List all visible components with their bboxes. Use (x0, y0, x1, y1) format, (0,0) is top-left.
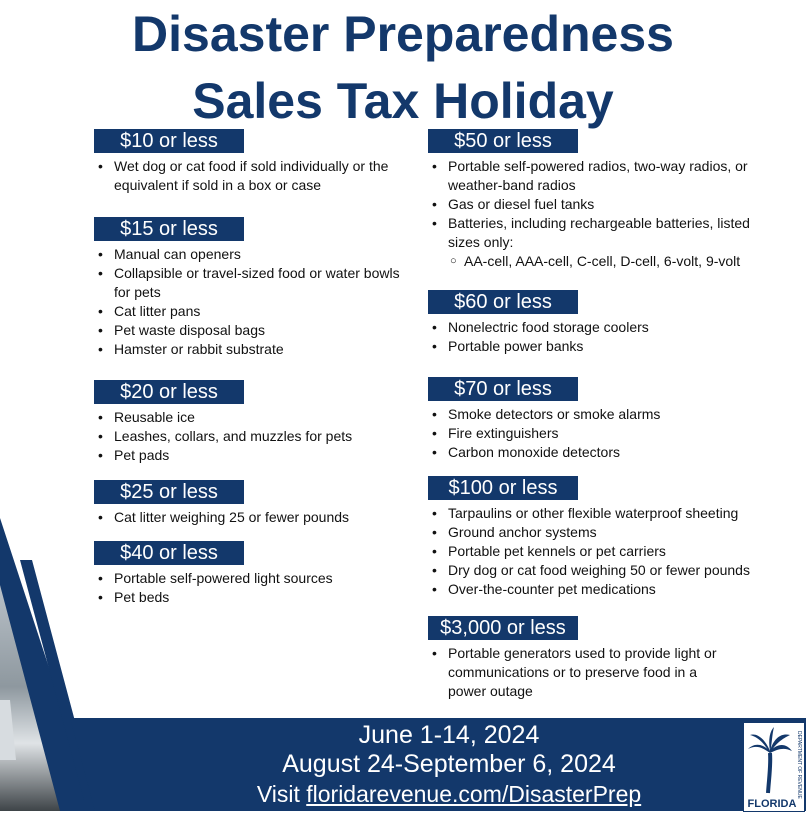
list-item: • Gas or diesel fuel tanks (428, 195, 778, 214)
footer-banner (96, 718, 802, 811)
date-range-1: June 1-14, 2024 (358, 721, 540, 749)
visit-line (96, 779, 802, 809)
list-item: • Portable generators used to provide light or communications or to preserve food in a power outage (428, 644, 738, 701)
price-label: $20 or less (94, 380, 244, 404)
website-link[interactable]: floridarevenue.com/DisasterPrep (306, 781, 642, 807)
list-item: • Collapsible or travel-sized food or water bowls for pets (94, 264, 414, 302)
price-label: $60 or less (428, 290, 578, 314)
list-item: • Manual can openers (94, 245, 414, 264)
list-item: • Over-the-counter pet medications (428, 580, 798, 599)
category-40 (94, 541, 414, 607)
list-item: • Leashes, collars, and muzzles for pets (94, 427, 414, 446)
price-label: $50 or less (428, 129, 578, 153)
price-label: $3,000 or less (428, 616, 578, 640)
sub-item-list (448, 252, 788, 271)
list-item: • Wet dog or cat food if sold individually or the equivalent if sold in a box or case (94, 157, 410, 195)
list-item: • Pet waste disposal bags (94, 321, 414, 340)
category-25 (94, 480, 414, 527)
list-item: • Cat litter weighing 25 or fewer pounds (94, 508, 414, 527)
list-item: • Tarpaulins or other flexible waterproof sheeting (428, 504, 798, 523)
category-50 (428, 129, 788, 271)
list-item: • Reusable ice (94, 408, 414, 427)
item-list (428, 405, 778, 462)
category-100 (428, 476, 798, 599)
visit-prefix: Visit (256, 781, 300, 807)
title-line-1: Disaster Preparedness (132, 6, 674, 62)
list-item: • Batteries, including rechargeable batteries, listed sizes only: (428, 214, 778, 252)
logo-wordmark: FLORIDA (747, 798, 797, 810)
list-item: • Hamster or rabbit substrate (94, 340, 414, 359)
palm-tree-icon (744, 723, 804, 811)
category-3000 (428, 616, 738, 701)
category-20 (94, 380, 414, 465)
list-item: • Fire extinguishers (428, 424, 778, 443)
list-item: • Portable pet kennels or pet carriers (428, 542, 798, 561)
florida-dor-logo (743, 722, 805, 812)
sub-list-item: ○ AA-cell, AAA-cell, C-cell, D-cell, 6-volt, 9-volt (448, 252, 788, 271)
list-item: • Portable power banks (428, 337, 778, 356)
item-list (94, 408, 414, 465)
date-range-2: August 24-September 6, 2024 (282, 750, 616, 778)
price-label: $25 or less (94, 480, 244, 504)
item-list (428, 644, 738, 701)
category-15 (94, 217, 414, 359)
title-line-2: Sales Tax Holiday (192, 73, 614, 129)
list-item: • Ground anchor systems (428, 523, 798, 542)
list-item: • Pet pads (94, 446, 414, 465)
list-item: • Smoke detectors or smoke alarms (428, 405, 778, 424)
price-label: $40 or less (94, 541, 244, 565)
item-list (94, 508, 414, 527)
item-list (94, 245, 414, 359)
item-list (428, 157, 778, 252)
price-label: $15 or less (94, 217, 244, 241)
price-label: $10 or less (94, 129, 244, 153)
list-item: • Nonelectric food storage coolers (428, 318, 778, 337)
item-list (428, 318, 778, 356)
list-item: • Portable self-powered radios, two-way radios, or weather-band radios (428, 157, 778, 195)
logo-side-text: DEPARTMENT OF REVENUE (796, 731, 802, 799)
category-10 (94, 129, 410, 195)
list-item: • Portable self-powered light sources (94, 569, 414, 588)
price-label: $70 or less (428, 377, 578, 401)
category-70 (428, 377, 778, 462)
item-list (94, 569, 414, 607)
list-item: • Dry dog or cat food weighing 50 or fewer pounds (428, 561, 798, 580)
list-item: • Carbon monoxide detectors (428, 443, 778, 462)
item-list (94, 157, 410, 195)
list-item: • Cat litter pans (94, 302, 414, 321)
item-list (428, 504, 798, 599)
category-60 (428, 290, 778, 356)
price-label: $100 or less (428, 476, 578, 500)
list-item: • Pet beds (94, 588, 414, 607)
